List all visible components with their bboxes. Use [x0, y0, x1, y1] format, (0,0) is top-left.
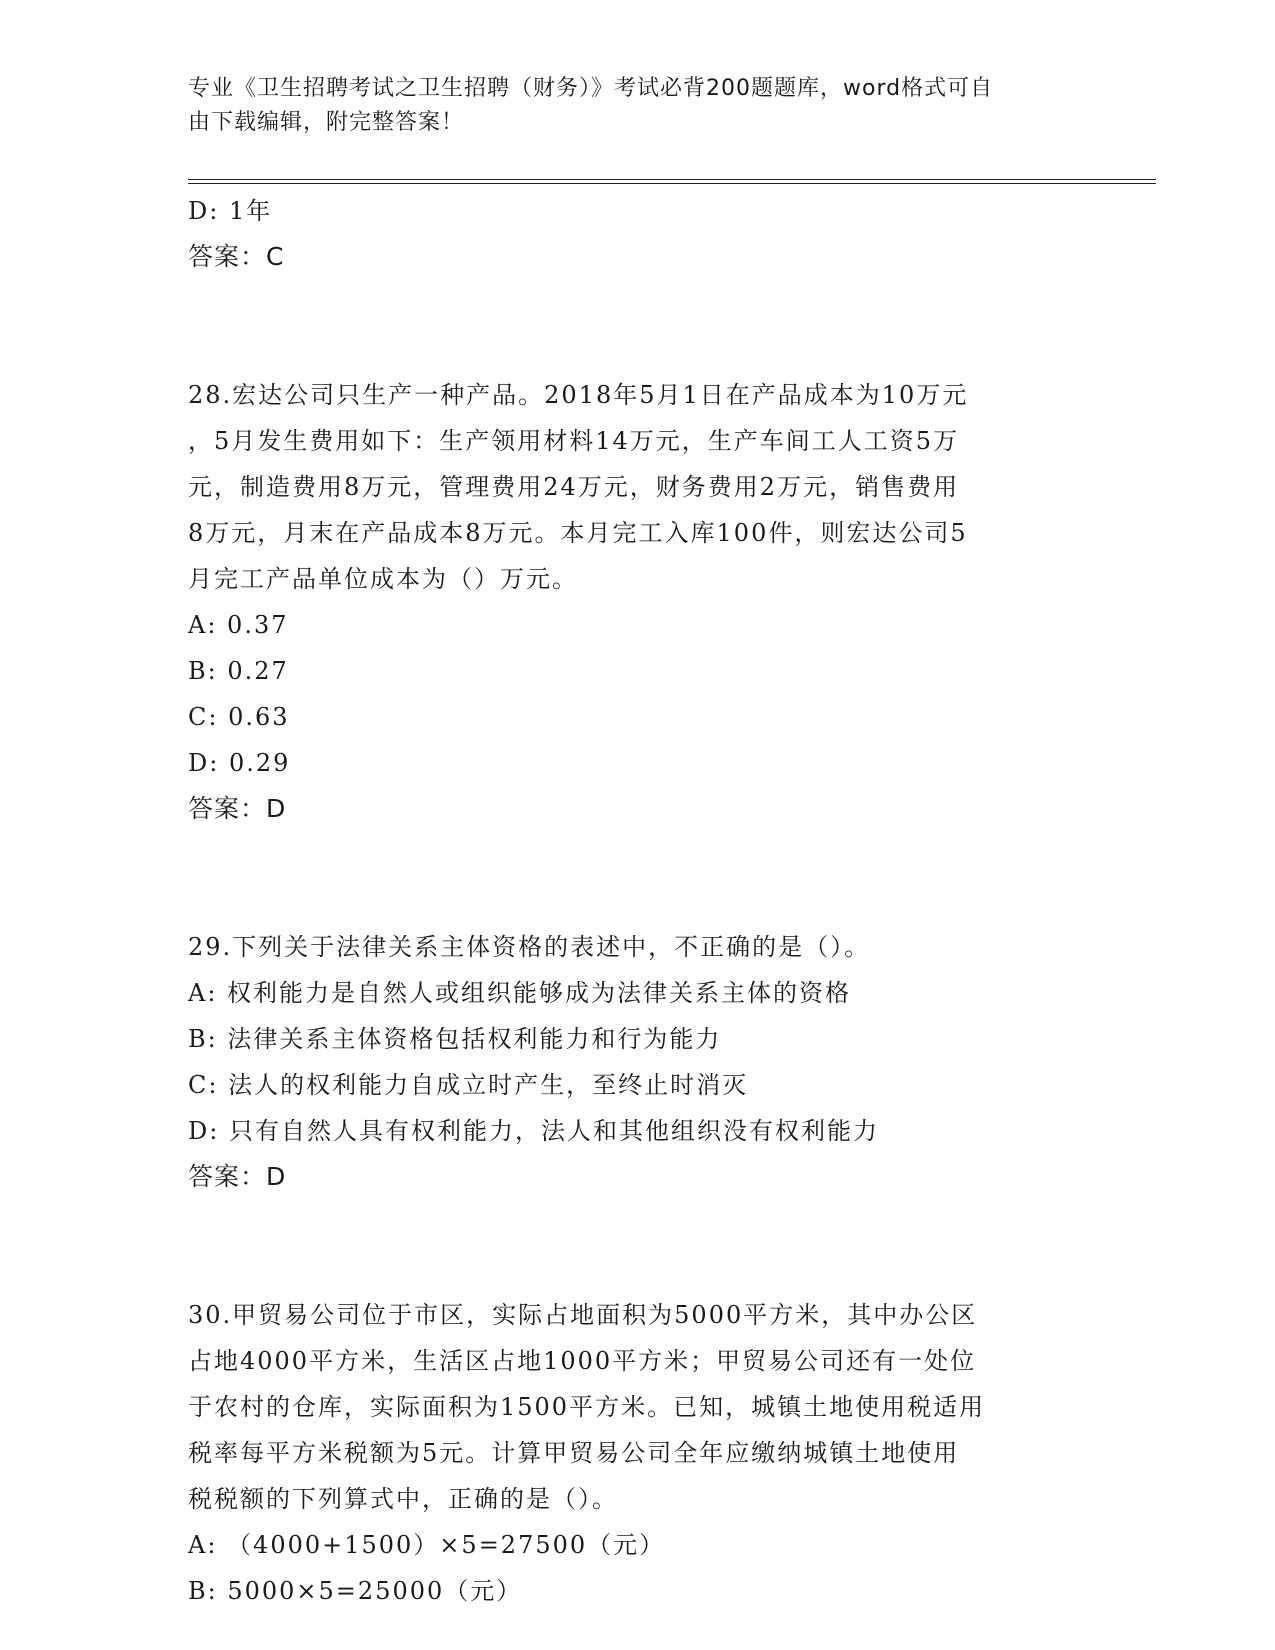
- q29-option-c: C: 法人的权利能力自成立时产生，至终止时消灭: [188, 1071, 749, 1099]
- q29-text-line: 29.下列关于法律关系主体资格的表述中，不正确的是（）。: [188, 933, 871, 961]
- header-double-rule: [188, 179, 1156, 184]
- q28-option-b: B: 0.27: [188, 657, 289, 685]
- q28-text-line: 28.宏达公司只生产一种产品。2018年5月1日在产品成本为10万元: [188, 381, 969, 409]
- q28-option-a: A: 0.37: [188, 611, 289, 639]
- question-content: [188, 188, 1088, 1614]
- header-line-1: 专业《卫生招聘考试之卫生招聘（财务）》考试必背200题题库，word格式可自: [188, 76, 994, 101]
- q28-answer: 答案：D: [188, 794, 287, 823]
- q30-text-line: 占地4000平方米，生活区占地1000平方米；甲贸易公司还有一处位: [188, 1347, 977, 1375]
- spacer: [188, 280, 1088, 372]
- q30-option-b: B: 5000×5=25000（元）: [188, 1577, 523, 1605]
- spacer: [188, 1200, 1088, 1292]
- q28-text-line: 月完工产品单位成本为（）万元。: [188, 565, 578, 593]
- q28-text-line: 元，制造费用8万元，管理费用24万元，财务费用2万元，销售费用: [188, 473, 960, 501]
- q28-option-c: C: 0.63: [188, 703, 290, 731]
- q29-option-b: B: 法律关系主体资格包括权利能力和行为能力: [188, 1025, 722, 1053]
- q30-text-line: 税税额的下列算式中，正确的是（）。: [188, 1485, 618, 1513]
- q30-text-line: 30.甲贸易公司位于市区，实际占地面积为5000平方米，其中办公区: [188, 1301, 978, 1329]
- q29-option-d: D: 只有自然人具有权利能力，法人和其他组织没有权利能力: [188, 1117, 879, 1145]
- q28-text-line: 8万元，月末在产品成本8万元。本月完工入库100件，则宏达公司5: [188, 519, 968, 547]
- q30-text-line: 税率每平方米税额为5元。计算甲贸易公司全年应缴纳城镇土地使用: [188, 1439, 960, 1467]
- q29-option-a: A: 权利能力是自然人或组织能够成为法律关系主体的资格: [188, 979, 852, 1007]
- question-28: [188, 372, 1088, 832]
- header-line-2: 由下载编辑，附完整答案！: [188, 110, 465, 135]
- q28-text-line: ，5月发生费用如下：生产领用材料14万元，生产车间工人工资5万: [188, 427, 960, 455]
- page-header: [188, 72, 1088, 140]
- prev-option-d: D: 1年: [188, 197, 273, 225]
- question-29: [188, 924, 1088, 1200]
- spacer: [188, 832, 1088, 924]
- q28-option-d: D: 0.29: [188, 749, 291, 777]
- q29-answer: 答案：D: [188, 1162, 287, 1191]
- question-30: [188, 1292, 1088, 1614]
- q30-text-line: 于农村的仓库，实际面积为1500平方米。已知，城镇土地使用税适用: [188, 1393, 986, 1421]
- prev-answer: 答案：C: [188, 242, 285, 271]
- q30-option-a: A: （4000+1500）×5=27500（元）: [188, 1531, 666, 1559]
